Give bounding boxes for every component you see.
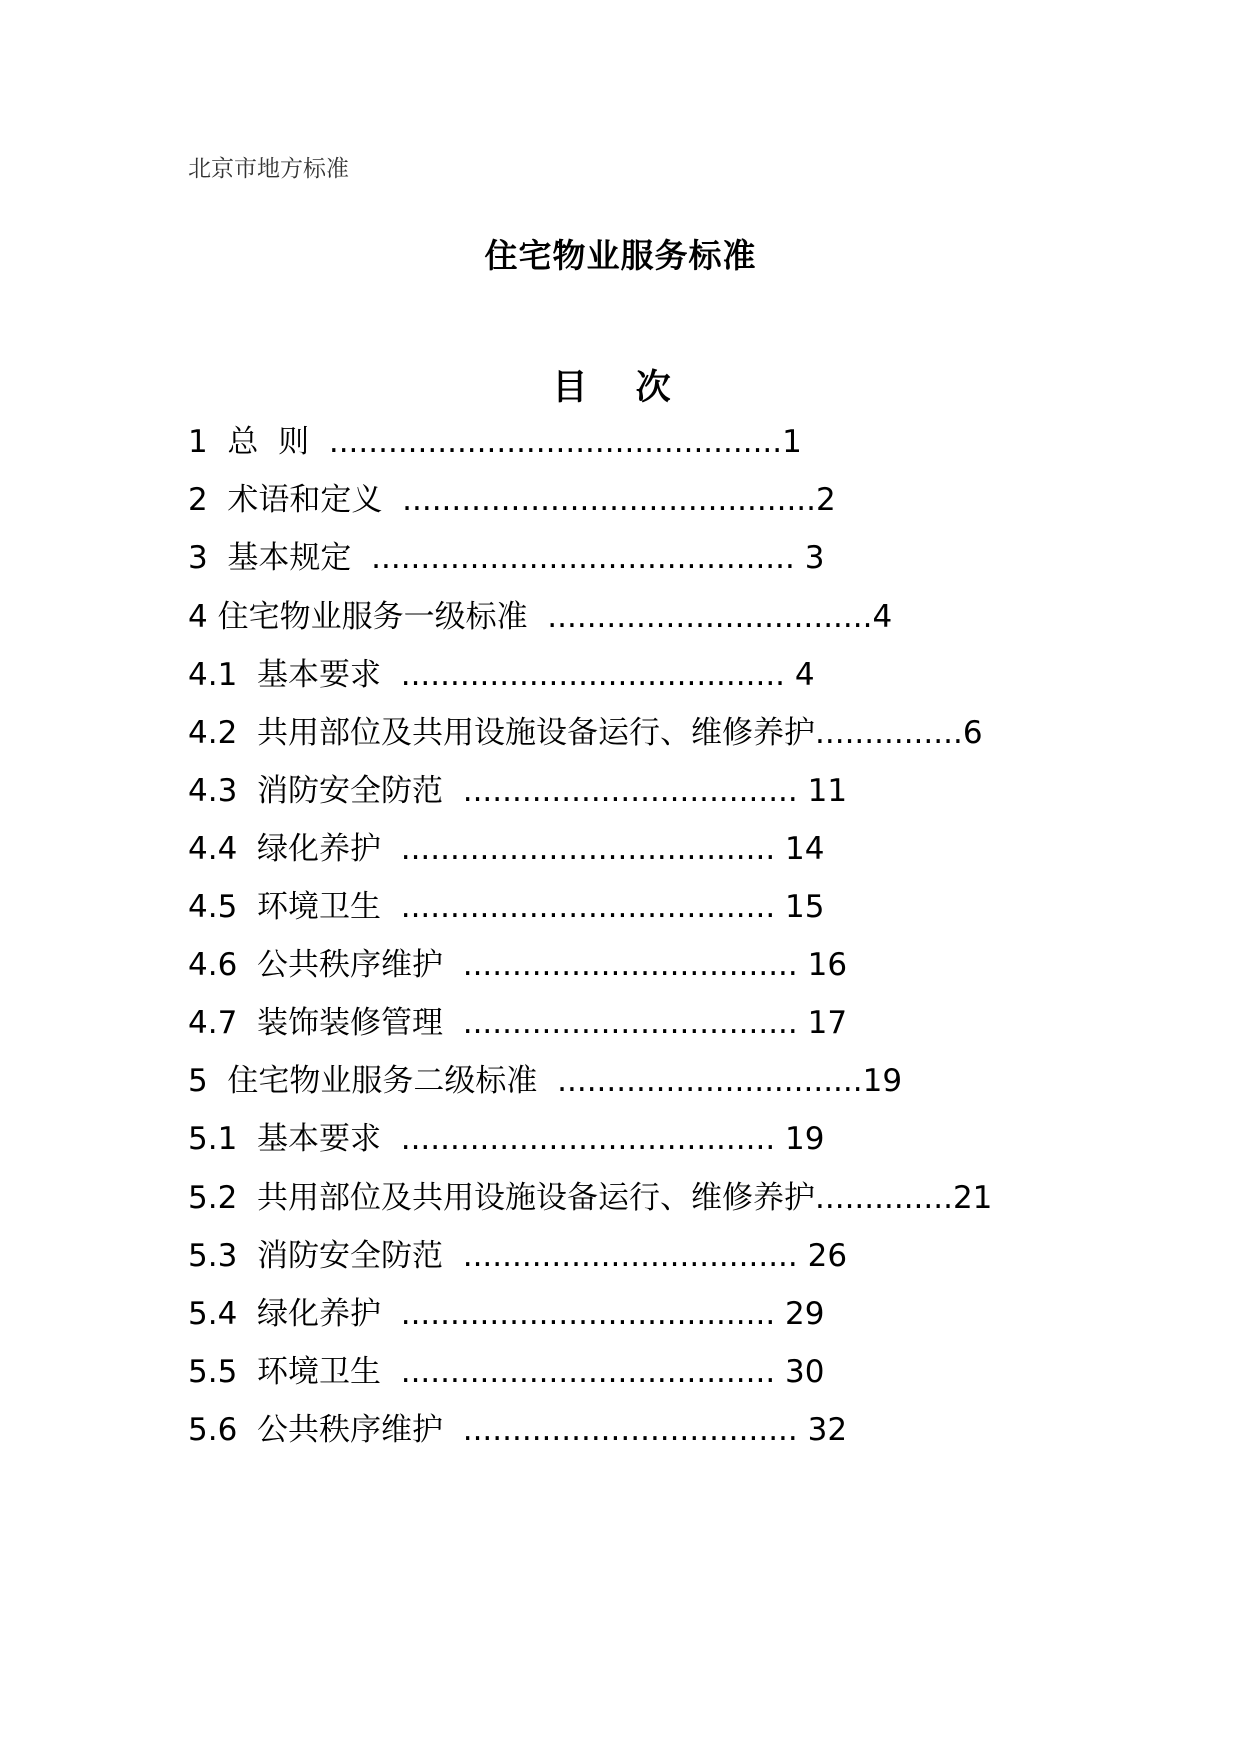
toc-entry[interactable]: 5.2 共用部位及共用设施设备运行、维修养护..............21 bbox=[188, 1180, 993, 1216]
toc-entry[interactable]: 5 住宅物业服务二级标准 ...............................19 bbox=[188, 1063, 903, 1099]
toc-entry[interactable]: 5.6 公共秩序维护 .................................. 32 bbox=[188, 1412, 848, 1448]
toc-entry[interactable]: 4.2 共用部位及共用设施设备运行、维修养护...............6 bbox=[188, 715, 983, 751]
toc-entry[interactable]: 4.1 基本要求 ....................................... 4 bbox=[188, 657, 815, 693]
toc-entry[interactable]: 4.7 装饰装修管理 .................................. 17 bbox=[188, 1005, 848, 1041]
toc-entry[interactable]: 2 术语和定义 ..........................................2 bbox=[188, 482, 836, 518]
toc-entry[interactable]: 5.1 基本要求 ...................................... 19 bbox=[188, 1121, 825, 1157]
toc-heading: 目 次 bbox=[552, 368, 689, 408]
toc-entry[interactable]: 4.6 公共秩序维护 .................................. 16 bbox=[188, 947, 848, 983]
toc-entry[interactable]: 5.4 绿化养护 ...................................... 29 bbox=[188, 1296, 825, 1332]
toc-entry[interactable]: 5.3 消防安全防范 .................................. 26 bbox=[188, 1238, 848, 1274]
toc-entry[interactable]: 4.3 消防安全防范 .................................. 11 bbox=[188, 773, 848, 809]
document-title: 住宅物业服务标准 bbox=[484, 236, 757, 275]
document-header-label: 北京市地方标准 bbox=[188, 156, 349, 182]
toc-entry[interactable]: 5.5 环境卫生 ...................................... 30 bbox=[188, 1354, 825, 1390]
toc-entry[interactable]: 1 总 则 ..............................................1 bbox=[188, 424, 802, 460]
toc-entry[interactable]: 3 基本规定 ........................................... 3 bbox=[188, 540, 825, 576]
toc-entry[interactable]: 4 住宅物业服务一级标准 .................................4 bbox=[188, 599, 893, 635]
toc-entry[interactable]: 4.4 绿化养护 ...................................... 14 bbox=[188, 831, 825, 867]
toc-entry[interactable]: 4.5 环境卫生 ...................................... 15 bbox=[188, 889, 825, 925]
